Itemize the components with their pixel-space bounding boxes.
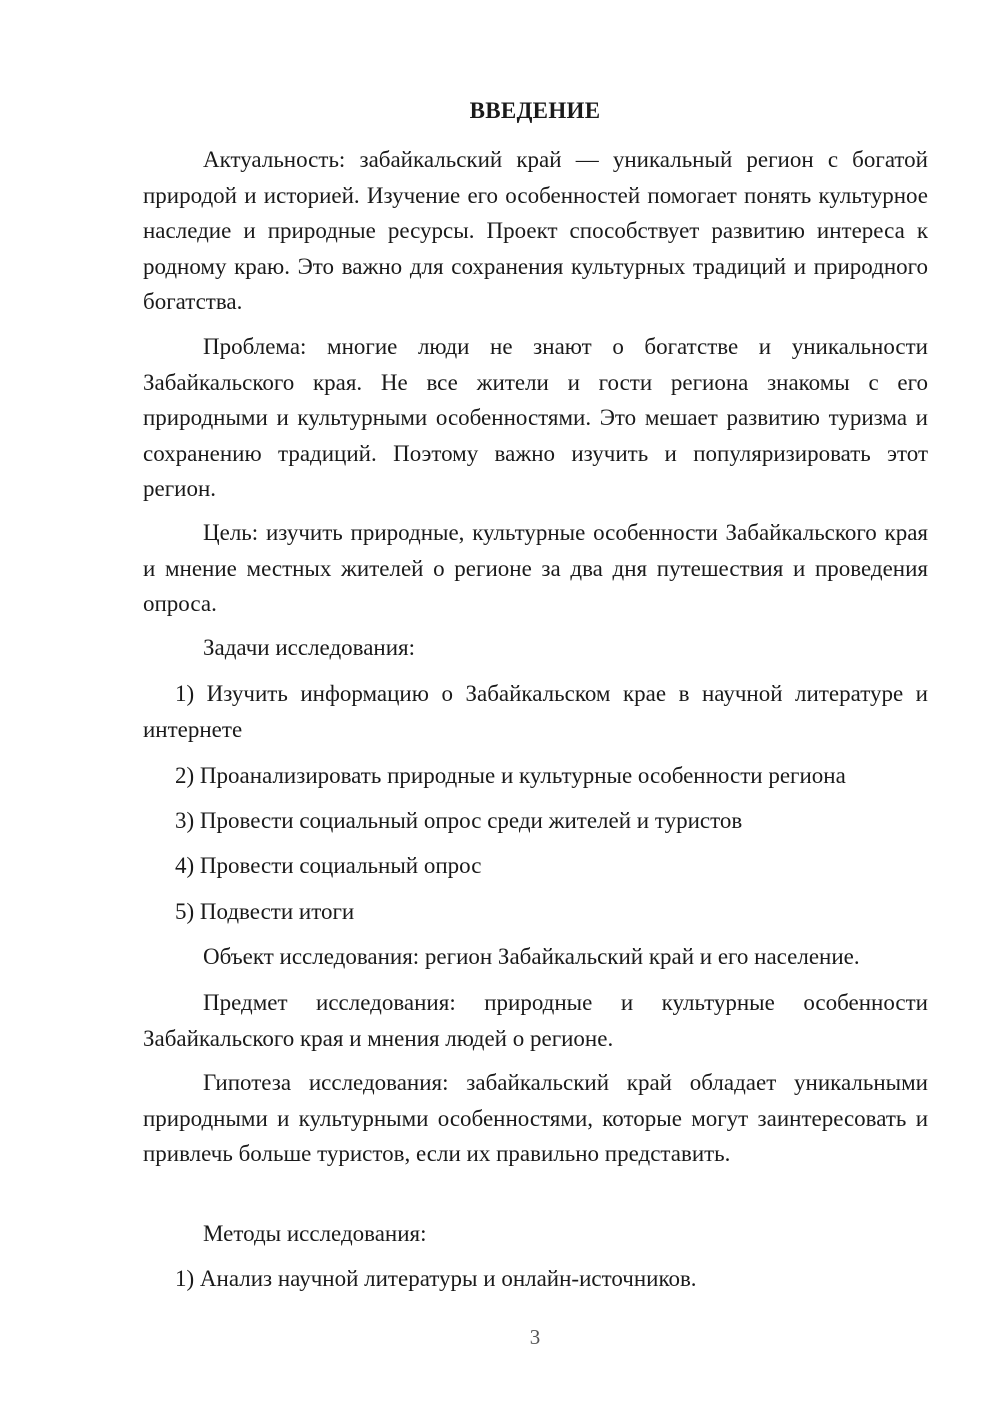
task-item-1: 1) Изучить информацию о Забайкальском крае в научной литературе и интернете bbox=[143, 681, 928, 742]
problem-paragraph: Проблема: многие люди не знают о богатстве и уникальности Забайкальского края. Не все жители и гости региона знакомы с его природными и культурными особенностями. Это мешает развитию туризма и сохранению традиций. Поэтому важно изучить и популяризировать этот регион. bbox=[143, 334, 928, 501]
task-item-3: 3) Провести социальный опрос среди жителей и туристов bbox=[175, 808, 743, 833]
task-item-5: 5) Подвести итоги bbox=[175, 899, 355, 924]
goal-paragraph: Цель: изучить природные, культурные особенности Забайкальского края и мнение местных жителей о регионе за два дня путешествия и проведения опроса. bbox=[143, 520, 928, 616]
task-item-4: 4) Провести социальный опрос bbox=[175, 853, 482, 878]
object-paragraph: Объект исследования: регион Забайкальский край и его население. bbox=[203, 944, 860, 969]
relevance-paragraph: Актуальность: забайкальский край — уникальный регион с богатой природой и историей. Изучение его особенностей помогает понять культурное наследие и природные ресурсы. Проект способствует развитию интереса к родному краю. Это важно для сохранения культурных традиций и природного богатства. bbox=[143, 147, 928, 314]
page-heading: ВВЕДЕНИЕ bbox=[469, 98, 601, 123]
methods-title: Методы исследования: bbox=[203, 1221, 427, 1246]
tasks-title: Задачи исследования: bbox=[203, 635, 416, 660]
subject-paragraph: Предмет исследования: природные и культурные особенности Забайкальского края и мнения людей о регионе. bbox=[143, 990, 928, 1051]
hypothesis-paragraph: Гипотеза исследования: забайкальский край обладает уникальными природными и культурными особенностями, которые могут заинтересовать и привлечь больше туристов, если их правильно представить. bbox=[143, 1070, 928, 1166]
page-number: 3 bbox=[529, 1325, 541, 1349]
task-item-2: 2) Проанализировать природные и культурные особенности региона bbox=[175, 763, 846, 788]
method-item-1: 1) Анализ научной литературы и онлайн-источников. bbox=[175, 1266, 697, 1291]
